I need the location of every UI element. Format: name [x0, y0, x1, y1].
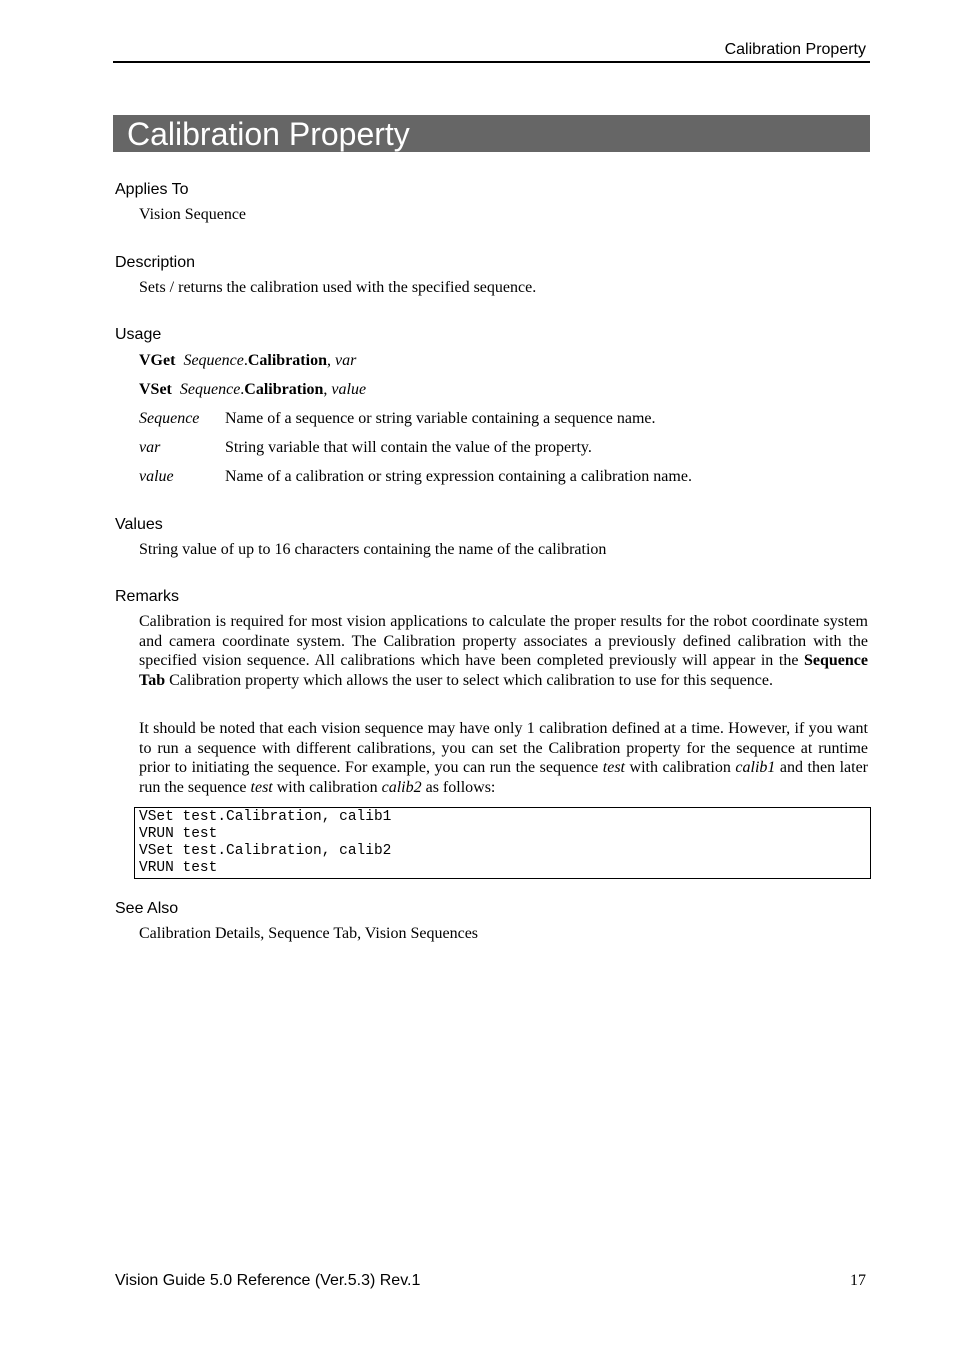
code-line: VRUN test: [139, 826, 218, 842]
remarks-p1-text-end: Calibration property which allows the user to select which calibration to use for this sequence.: [165, 671, 773, 689]
code-line: VSet test.Calibration, calib1: [139, 809, 392, 825]
remarks-p2-text: with calibration: [272, 778, 382, 796]
applies-to-text: Vision Sequence: [139, 206, 247, 223]
vget-comma: ,: [326, 352, 335, 369]
italic-test-1: test: [602, 759, 625, 777]
remarks-paragraph-1: [139, 612, 868, 690]
param-term: value: [139, 468, 174, 485]
vget-dot: .: [243, 352, 248, 369]
italic-test-2: test: [250, 778, 273, 796]
param-desc: Name of a sequence or string variable containing a sequence name.: [225, 410, 656, 427]
param-desc: String variable that will contain the value of the property.: [225, 439, 592, 456]
remarks-p1-text: Calibration is required for most vision applications to calculate the proper results for the robot coordinate system and camera coordinate system. The Calibration property associates a previously defined calibration with the specified vision sequence. All calibrations which have been completed previously will appear in the: [139, 613, 868, 670]
vset-command: VSet: [139, 381, 172, 398]
param-desc: Name of a calibration or string expression containing a calibration name.: [225, 468, 692, 485]
italic-calib2: calib2: [381, 778, 422, 796]
usage-vget: [139, 352, 356, 370]
code-example: [134, 807, 871, 879]
vget-command: VGet: [139, 352, 176, 369]
remarks-p2-text: It should be noted that each vision sequence may have only 1 calibration defined at a time. However, if you want to run a sequence with different calibrations, you can set the Calibration property for the sequence at runtime prior to initiating the sequence. For example, you can run the sequence: [139, 720, 868, 777]
param-term: Sequence: [139, 410, 200, 427]
see-also-text: Calibration Details, Sequence Tab, Vision Sequences: [139, 925, 479, 942]
vget-sequence: Sequence: [183, 352, 244, 369]
usage-heading: Usage: [115, 326, 162, 343]
remarks-p2-text: with calibration: [625, 759, 736, 777]
italic-calib1: calib1: [735, 759, 776, 777]
vset-comma: ,: [323, 381, 332, 398]
code-line: VSet test.Calibration, calib2: [139, 843, 392, 859]
remarks-heading: Remarks: [115, 588, 180, 605]
remarks-paragraph-2: [139, 719, 868, 797]
vget-arg: var: [334, 352, 357, 369]
param-term: var: [139, 439, 161, 456]
page-title: Calibration Property: [127, 116, 410, 152]
vset-dot: .: [240, 381, 245, 398]
values-heading: Values: [115, 516, 163, 533]
sequence-tab-term: Sequence Tab: [139, 652, 868, 689]
title-bar: [113, 115, 870, 152]
see-also-heading: See Also: [115, 900, 179, 917]
remarks-p2-text: as follows:: [421, 778, 496, 796]
vset-property: Calibration: [244, 381, 324, 398]
header-rule: [113, 61, 870, 63]
applies-to-heading: Applies To: [115, 181, 189, 198]
running-header: Calibration Property: [724, 41, 866, 58]
values-text: String value of up to 16 characters containing the name of the calibration: [139, 541, 607, 558]
description-heading: Description: [115, 254, 196, 271]
code-line: VRUN test: [139, 860, 218, 876]
vset-arg: value: [331, 381, 367, 398]
remarks-p2-text: and then later run the sequence: [139, 759, 869, 796]
usage-vset: [139, 381, 366, 399]
vget-property: Calibration: [247, 352, 327, 369]
page-number: 17: [850, 1272, 866, 1289]
footer-document-title: Vision Guide 5.0 Reference (Ver.5.3) Rev.1: [115, 1272, 421, 1289]
vset-sequence: Sequence: [179, 381, 241, 398]
description-text: Sets / returns the calibration used with the specified sequence.: [139, 279, 537, 296]
